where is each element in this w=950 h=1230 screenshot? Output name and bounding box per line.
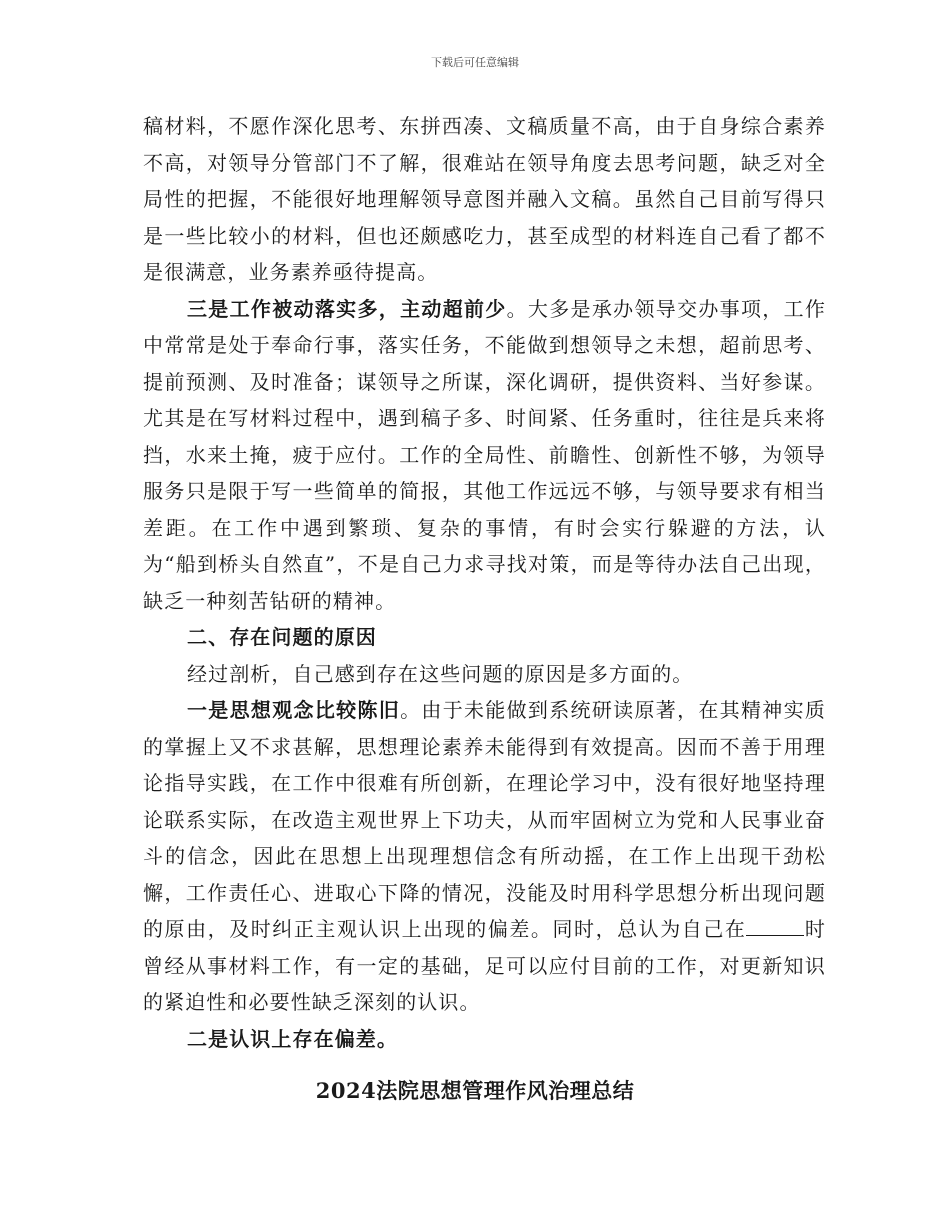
document-body (143, 108, 826, 1057)
page-header: 下载后可任意编辑 (431, 56, 519, 69)
document-title: 2024法院思想管理作风治理总结 (315, 1078, 635, 1103)
paragraph-3: 经过剖析，自己感到存在这些问题的原因是多方面的。 (187, 661, 694, 686)
paragraph-1: 稿材料，不愿作深化思考、东拼西凑、文稿质量不高，由于自身综合素养不高，对领导分管部门不了解，很难站在领导角度去思考问题，缺乏对全局性的把握，不能很好地理解领导意图并融入文稿。虽然自己目前写得只是一些比较小的材料，但也还颇感吃力，甚至成型的材料连自己看了都不是很满意，业务素养亟待提高。 (143, 114, 826, 284)
section-heading: 二、存在问题的原因 (187, 625, 377, 649)
paragraph-4-tail: 时曾经从事材料工作，有一定的基础，足可以应付目前的工作，对更新知识的紧迫性和必要性缺乏深刻的认识。 (143, 917, 826, 1014)
paragraph-4 (143, 692, 826, 1021)
paragraph-2 (143, 291, 826, 620)
paragraph-4-lead: 一是思想观念比较陈旧 (187, 698, 401, 722)
paragraph-2-text: 。大多是承办领导交办事项，工作中常常是处于奉命行事，落实任务，不能做到想领导之未想，超前思考、提前预测、及时准备；谋领导之所谋，深化调研，提供资料、当好参谋。尤其是在写材料过程中，遇到稿子多、时间紧、任务重时，往往是兵来将挡，水来土掩，疲于应付。工作的全局性、前瞻性、创新性不够，为领导服务只是限于写一些简单的简报，其他工作远远不够，与领导要求有相当差距。在工作中遇到繁琐、复杂的事情，有时会实行躲避的方法，认为“船到桥头自然直”，不是自己力求寻找对策，而是等待办法自己出现，缺乏一种刻苦钻研的精神。 (143, 296, 827, 613)
paragraph-4-text: 。由于未能做到系统研读原著，在其精神实质的掌握上又不求甚解，思想理论素养未能得到有效提高。因而不善于用理论指导实践，在工作中很难有所创新，在理论学习中，没有很好地坚持理论联系实际，在改造主观世界上下功夫，从而牢固树立为党和人民事业奋斗的信念，因此在思想上出现理想信念有所动摇，在工作上出现干劲松懈，工作责任心、进取心下降的情况，没能及时用科学思想分析出现问题的原由，及时纠正主观认识上出现的偏差。同时，总认为自己在 (143, 698, 827, 941)
paragraph-2-lead: 三是工作被动落实多，主动超前少 (187, 296, 507, 321)
fill-in-blank (746, 917, 804, 936)
paragraph-5: 二是认识上存在偏差。 (187, 1026, 398, 1051)
